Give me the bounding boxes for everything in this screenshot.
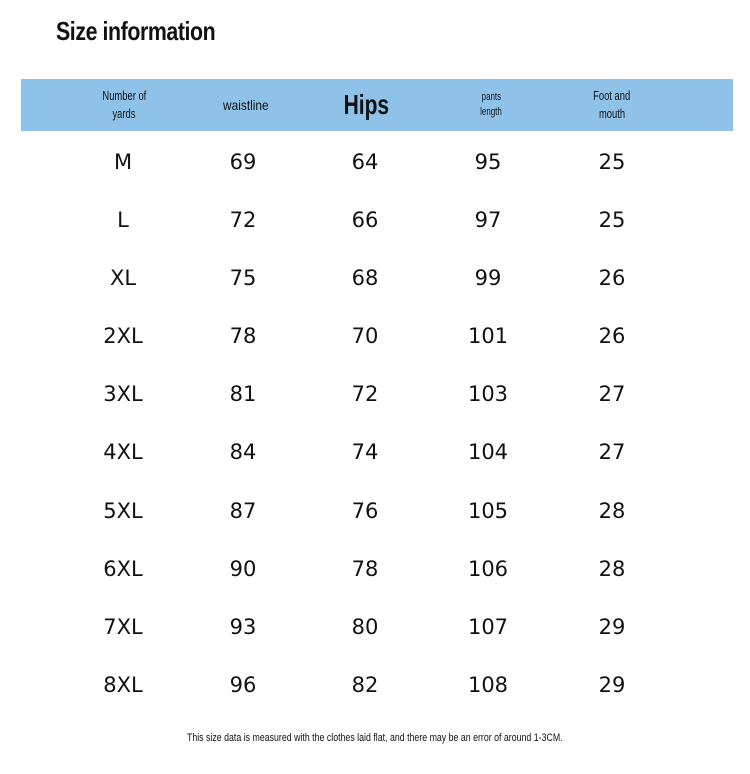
cell-hips: 76	[351, 498, 379, 523]
header-pants-length-line-2: length	[480, 106, 502, 118]
measurement-footnote-text: This size data is measured with the clothes laid flat, and there may be an error of around 1-3CM.	[187, 732, 563, 744]
cell-hips: 80	[351, 614, 379, 639]
cell-foot-mouth: 26	[598, 324, 626, 349]
cell-waistline: 96	[229, 672, 257, 697]
cell-pants-length: 95	[474, 150, 502, 174]
cell-waistline: 84	[229, 440, 257, 465]
header-hips	[306, 79, 426, 131]
cell-waistline: 87	[229, 498, 257, 523]
header-foot-mouth-line-2: mouth	[598, 106, 626, 121]
cell-foot-mouth: 26	[598, 266, 626, 291]
header-pants-length-line-1: pants	[481, 91, 501, 104]
table-row	[0, 656, 750, 714]
measurement-footnote	[0, 732, 750, 744]
cell-hips: 68	[351, 266, 379, 291]
cell-pants-length: 108	[467, 672, 509, 697]
cell-pants-length: 105	[467, 498, 509, 523]
cell-size: L	[117, 208, 129, 233]
cell-size: 4XL	[103, 440, 143, 465]
table-row	[0, 598, 750, 656]
cell-waistline: 72	[229, 208, 257, 233]
cell-pants-length: 101	[467, 324, 509, 349]
cell-size: 2XL	[103, 324, 143, 349]
page-title: Size information	[56, 16, 216, 46]
cell-waistline: 93	[229, 614, 257, 639]
cell-waistline: 75	[229, 266, 257, 291]
cell-size: 6XL	[103, 556, 143, 581]
header-foot-mouth	[552, 79, 672, 131]
cell-pants-length: 103	[467, 382, 509, 407]
cell-waistline: 81	[229, 382, 257, 407]
cell-hips: 82	[351, 672, 379, 697]
cell-hips: 74	[351, 440, 379, 465]
table-row	[0, 482, 750, 540]
cell-hips: 64	[351, 150, 379, 174]
table-row	[0, 365, 750, 423]
header-foot-mouth-line-1: Foot and	[593, 88, 631, 104]
cell-foot-mouth: 27	[598, 382, 626, 407]
cell-foot-mouth: 28	[598, 498, 626, 523]
header-size-line-1: Number of	[102, 88, 146, 104]
cell-pants-length: 97	[474, 208, 502, 233]
cell-waistline: 78	[229, 324, 257, 349]
cell-size: 8XL	[103, 672, 143, 697]
cell-size: 3XL	[103, 382, 143, 407]
table-row	[0, 249, 750, 307]
header-size-line-2: yards	[112, 106, 136, 121]
cell-foot-mouth: 25	[598, 150, 626, 174]
cell-waistline: 69	[229, 150, 257, 174]
header-waistline	[186, 79, 306, 131]
cell-waistline: 90	[229, 556, 257, 581]
cell-size: 7XL	[103, 614, 143, 639]
cell-foot-mouth: 27	[598, 440, 626, 465]
header-pants-length	[431, 79, 551, 131]
header-waistline-label: waistline	[223, 96, 269, 113]
cell-foot-mouth: 29	[598, 614, 626, 639]
table-row	[0, 540, 750, 598]
cell-size: XL	[109, 266, 137, 291]
cell-foot-mouth: 25	[598, 208, 626, 233]
cell-foot-mouth: 29	[598, 672, 626, 697]
header-size	[64, 79, 184, 131]
cell-pants-length: 99	[474, 266, 502, 291]
cell-foot-mouth: 28	[598, 556, 626, 581]
cell-size: M	[113, 150, 133, 174]
cell-hips: 72	[351, 382, 379, 407]
header-hips-label: Hips	[343, 89, 389, 121]
size-table-body	[0, 133, 750, 714]
cell-hips: 78	[351, 556, 379, 581]
cell-hips: 70	[351, 324, 379, 349]
table-row	[0, 307, 750, 365]
cell-hips: 66	[351, 208, 379, 233]
cell-pants-length: 106	[467, 556, 509, 581]
table-row	[0, 191, 750, 249]
cell-pants-length: 104	[467, 440, 509, 465]
table-row	[0, 423, 750, 481]
table-row	[0, 133, 750, 191]
cell-size: 5XL	[103, 498, 143, 523]
cell-pants-length: 107	[467, 614, 509, 639]
